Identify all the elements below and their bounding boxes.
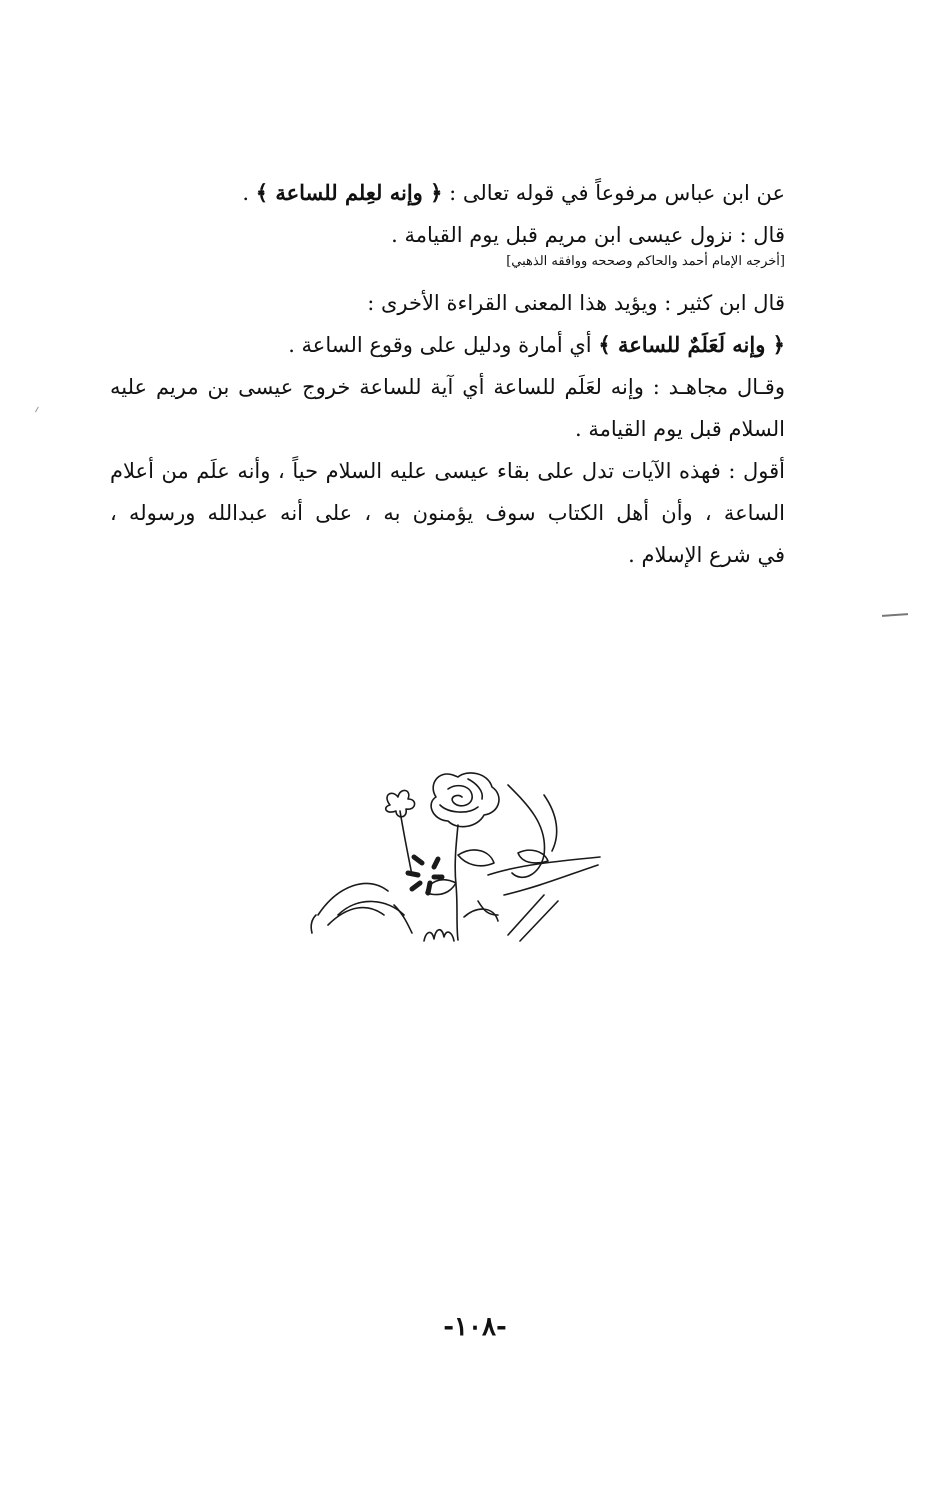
flower-sketch-icon	[308, 765, 608, 955]
quran-verse: ﴿ وإنه لعِلم للساعة ﴾	[255, 180, 443, 205]
hadith-intro-end: .	[242, 181, 256, 205]
reading-explanation: أي أمارة ودليل على وقوع الساعة .	[288, 333, 599, 357]
margin-dot	[35, 407, 44, 416]
text-line-mujahid-end: السلام قبل يوم القيامة .	[575, 417, 785, 441]
quran-verse-alt: ﴿ وإنه لَعَلَمٌ للساعة ﴾	[598, 332, 785, 357]
text-line-ibn-kathir: قال ابن كثير : ويؤيد هذا المعنى القراءة الأخرى :	[367, 291, 785, 315]
text-line-hadith	[110, 172, 785, 214]
margin-mark	[882, 613, 908, 617]
text-line-conclusion-3: في شرع الإسلام .	[628, 543, 785, 567]
text-line-conclusion-2: الساعة ، وأن أهل الكتاب سوف يؤمنون به ، على أنه عبدالله ورسوله ،	[110, 501, 785, 525]
page-number: -١٠٨-	[443, 1312, 507, 1342]
text-line-saying: قال : نزول عيسى ابن مريم قبل يوم القيامة .	[391, 223, 785, 247]
text-line-conclusion-1: أقول : فهذه الآيات تدل على بقاء عيسى عليه السلام حياً ، وأنه علَم من أعلام	[110, 459, 785, 483]
hadith-intro: عن ابن عباس مرفوعاً في قوله تعالى :	[442, 181, 785, 205]
text-line-mujahid: وقـال مجاهـد : وإنه لعَلَم للساعة أي آية للساعة خروج عيسى بن مريم عليه	[110, 375, 785, 399]
body-text	[110, 172, 785, 576]
citation-note: [أخرجه الإمام أحمد والحاكم وصححه ووافقه الذهبي]	[506, 254, 785, 269]
text-line-reading	[110, 324, 785, 366]
